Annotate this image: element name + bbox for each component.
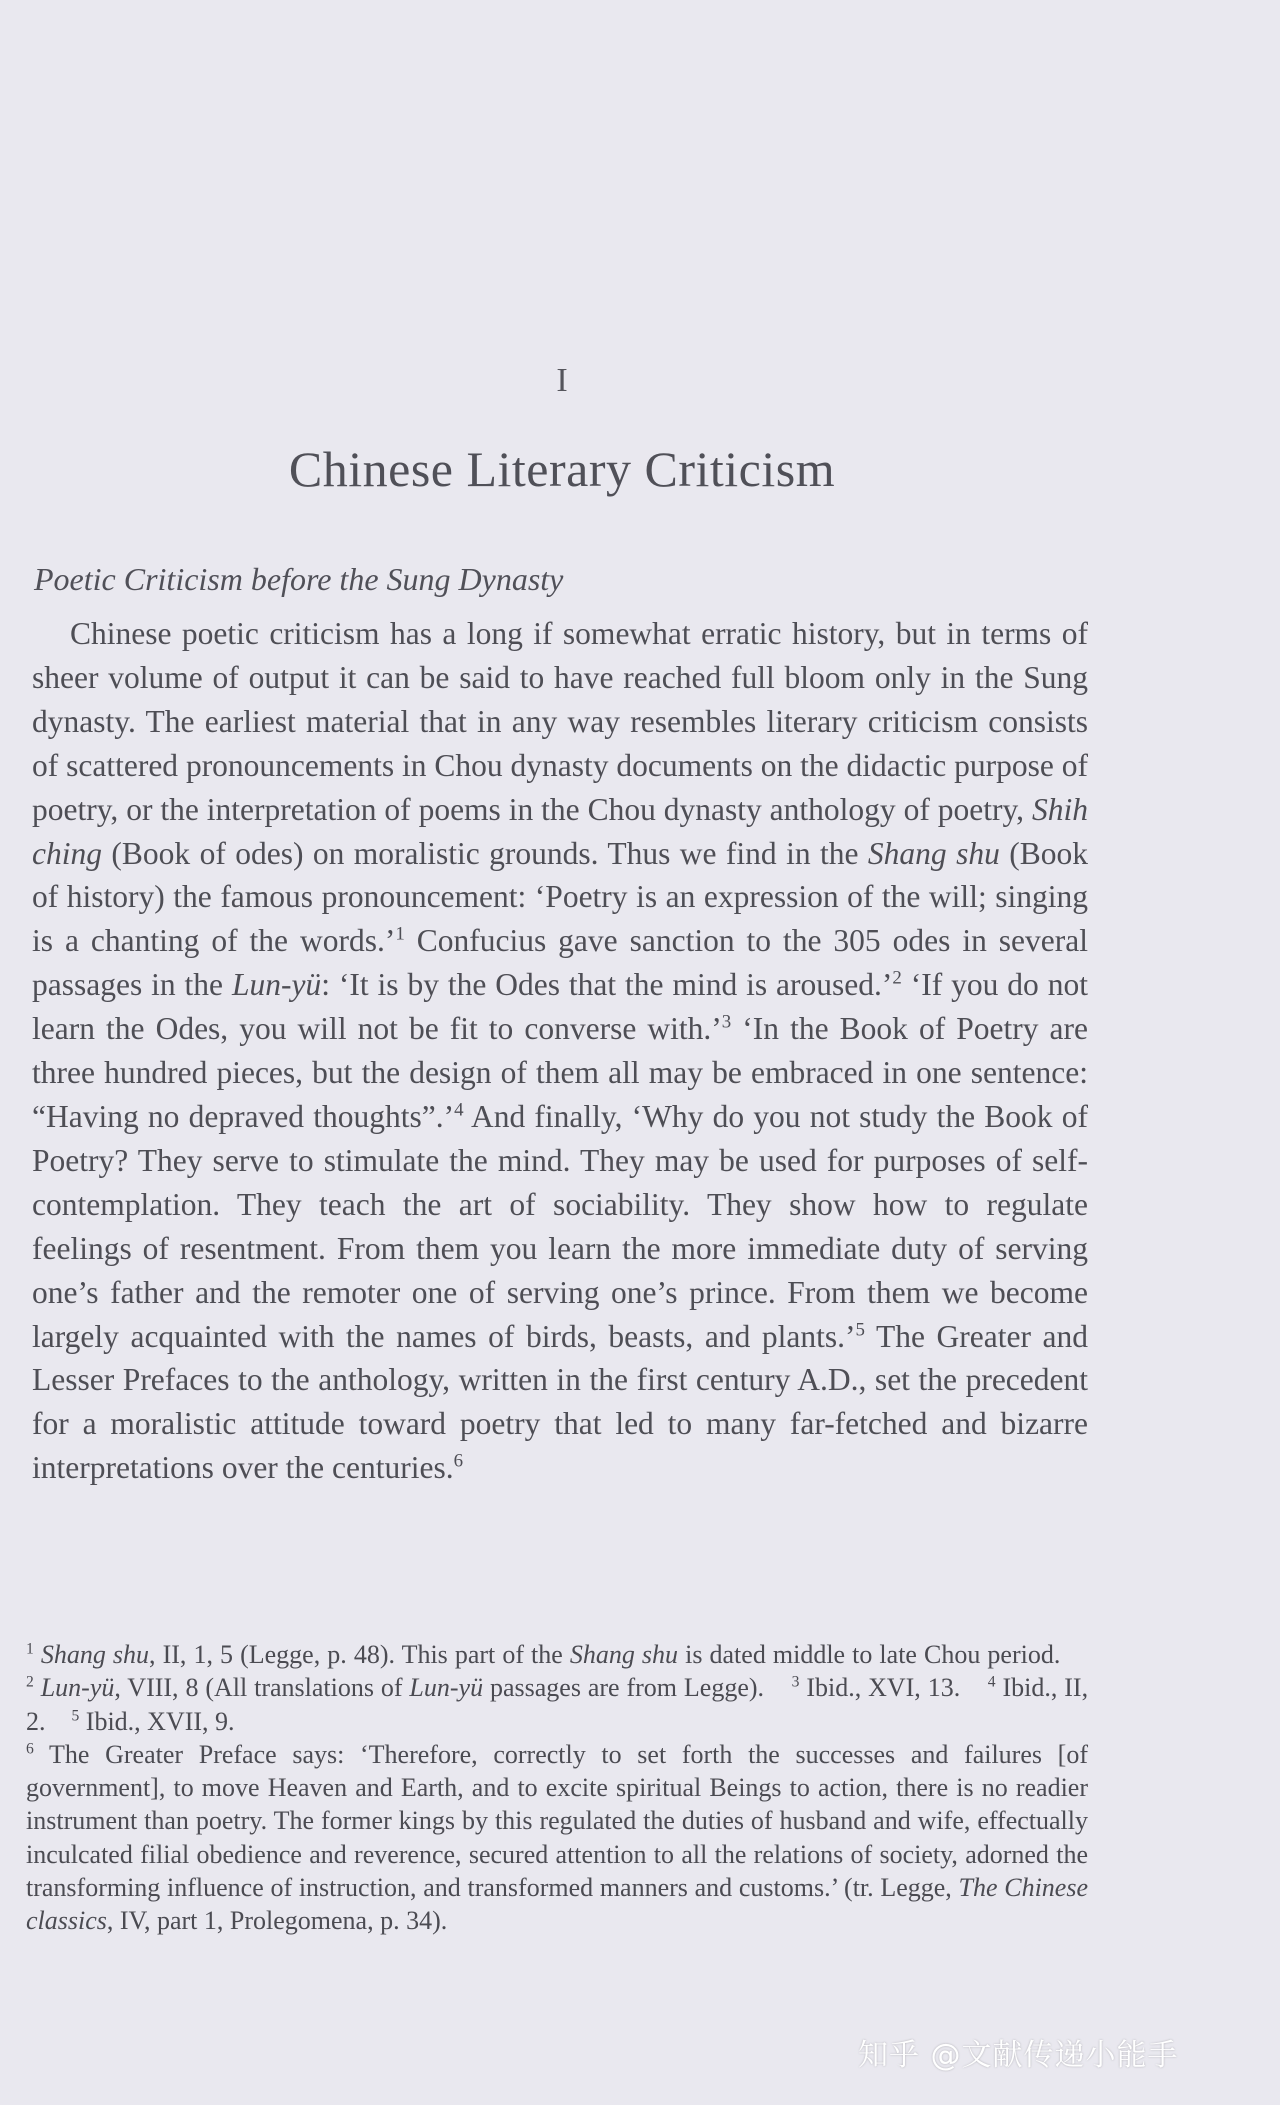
text-run: The Greater and Lesser Prefaces to the anthology, written in the first century A.D., set the precedent for a moralistic attitude toward poetry that led to many far-fetched and bizarre interpretations over the centuries. <box>32 1318 1088 1486</box>
footnote-block <box>26 1638 1088 1738</box>
footnote-block <box>26 1738 1088 1938</box>
footnote-ref: 6 <box>453 1450 464 1472</box>
text-run: is dated middle to late Chou period. <box>678 1640 1061 1669</box>
title-italic: Shih ching <box>32 791 1088 871</box>
text-run: , IV, part 1, Prolegomena, p. 34). <box>106 1906 448 1936</box>
footnote-mark: 3 <box>791 1673 800 1691</box>
footnote-ref: 2 <box>892 967 902 989</box>
text-run: : ‘It is by the Odes that the mind is aroused.’ <box>321 967 893 1003</box>
text-run: Ibid., II, 2. <box>26 1673 1089 1736</box>
text-run: (Book of odes) on moralistic grounds. Thus we find in the <box>101 835 868 871</box>
chapter-number: I <box>556 362 568 399</box>
footnote-mark: 4 <box>987 1673 996 1691</box>
text-run: , VIII, 8 (All translations of <box>114 1673 410 1703</box>
text-run: Ibid., XVI, 13. <box>806 1673 961 1703</box>
text-run: The Greater Preface says: ‘Therefore, correctly to set forth the successes and failures [of government], to move Heaven and Earth, and to excite spiritual Beings to action, there is no readier instrument than poetry. The former kings by this regulated the duties of husband and wife, effectually inculcated filial obedience and reverence, secured attention to all the relations of society, adorned the transforming influence of instruction, and transformed manners and customs.’ (tr. Legge, <box>26 1739 1088 1903</box>
title-italic: The Chinese classics <box>26 1873 1089 1936</box>
footnotes <box>26 1638 1088 1938</box>
footnote-mark: 5 <box>71 1706 80 1724</box>
text-run: Ibid., XVII, 9. <box>85 1706 235 1736</box>
text-run: ‘In the Book of Poetry are three hundred pieces, but the design of them all may be embraced in one sentence: “Having no depraved thoughts”.’ <box>32 1011 1089 1134</box>
body-text <box>32 612 1088 1490</box>
text-run: Confucius gave sanction to the 305 odes in several passages in the <box>32 923 1088 1003</box>
title-italic: Shang shu <box>569 1640 679 1669</box>
text-run: passages are from Legge). <box>483 1673 765 1703</box>
title-italic: Lun-yü <box>40 1673 115 1703</box>
chapter-title: Chinese Literary Criticism <box>288 441 836 497</box>
footnote-ref: 1 <box>395 923 405 945</box>
footnote-ref: 3 <box>721 1011 732 1033</box>
title-italic: Lun-yü <box>231 967 322 1003</box>
footnote-ref: 5 <box>855 1319 865 1340</box>
footnote-ref: 4 <box>454 1099 464 1121</box>
text-run: Chinese poetic criticism has a long if somewhat erratic history, but in terms of sheer volume of output it can be said to have reached full bloom only in the Sung dynasty. The earliest material that in any way resembles literary criticism consists of scattered pronouncements in Chou dynasty documents on the didactic purpose of poetry, or the interpretation of poems in the Chou dynasty anthology of poetry, <box>32 616 1088 827</box>
footnote-mark: 2 <box>26 1673 34 1691</box>
title-italic: Shang shu <box>867 835 1000 871</box>
paragraph <box>32 612 1088 1490</box>
text-run: , II, 1, 5 (Legge, p. 48). This part of the <box>149 1640 570 1669</box>
zhihu-watermark: 知乎 @文献传递小能手 <box>858 2038 1179 2073</box>
footnote-mark: 1 <box>26 1640 34 1658</box>
text-run: And finally, ‘Why do you not study the Book of Poetry? They serve to stimulate the mind. They may be used for purposes of self-contemplation. They teach the art of sociability. They show how to regulate feelings of resentment. From them you learn the more immediate duty of serving one’s father and the remoter one of serving one’s prince. From them we become largely acquainted with the names of birds, beasts, and plants.’ <box>32 1098 1088 1354</box>
title-italic: Lun-yü <box>409 1673 484 1703</box>
section-heading: Poetic Criticism before the Sung Dynasty <box>34 561 564 597</box>
title-italic: Shang shu <box>40 1640 150 1669</box>
text-run: ‘If you do not learn the Odes, you will not be fit to converse with.’ <box>32 967 1088 1047</box>
text-run: (Book of history) the famous pronouncement: ‘Poetry is an expression of the will; singing is a chanting of the words.’ <box>32 835 1089 959</box>
footnote-mark: 6 <box>26 1740 34 1758</box>
